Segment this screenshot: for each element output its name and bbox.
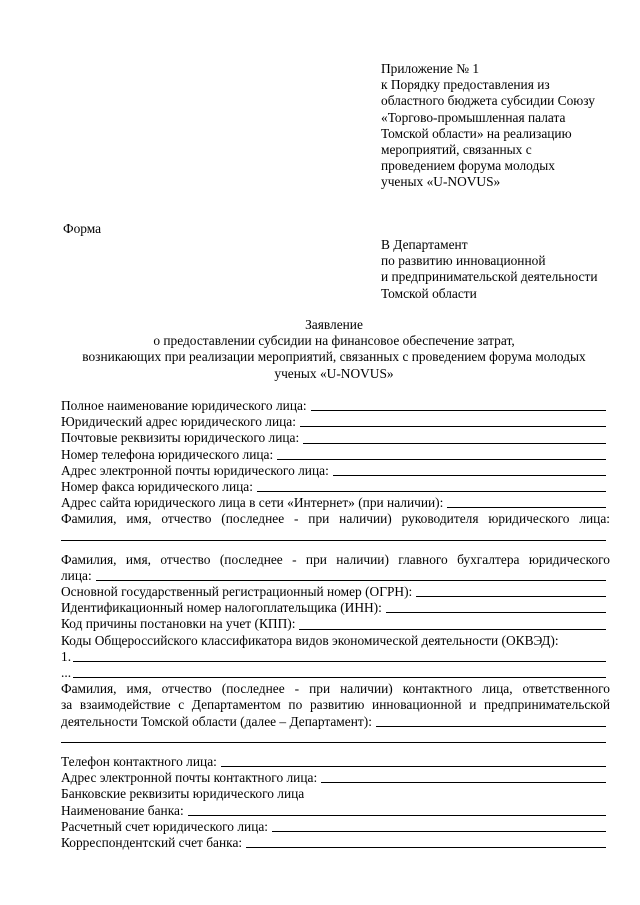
annex-line: проведением форума молодых xyxy=(381,158,555,174)
title-line: Заявление xyxy=(305,317,363,332)
field-label: Телефон контактного лица: xyxy=(61,753,217,769)
kpp-blank[interactable] xyxy=(299,628,606,630)
spacer xyxy=(61,746,610,754)
inn-blank[interactable] xyxy=(386,611,606,613)
field-label: Номер факса юридического лица: xyxy=(61,478,253,494)
document-title xyxy=(60,317,608,382)
field-website xyxy=(61,495,610,511)
field-label: Код причины постановки на учет (КПП): xyxy=(61,616,296,632)
field-label: Номер телефона юридического лица: xyxy=(61,446,274,462)
addressee-line: и предпринимательской деятельности xyxy=(381,269,598,285)
okved-item-blank[interactable] xyxy=(73,660,606,662)
form-label: Форма xyxy=(63,221,102,236)
field-accountant-label: Фамилия, имя, отчество (последнее - при наличии) главного бухгалтера юридического xyxy=(61,551,610,567)
account-blank[interactable] xyxy=(272,830,606,832)
field-head-name xyxy=(61,528,610,544)
field-phone xyxy=(61,447,610,463)
field-label: лица: xyxy=(61,567,92,583)
field-label: Адрес сайта юридического лица в сети «Интернет» (при наличии): xyxy=(61,495,444,511)
field-contact xyxy=(61,714,610,730)
field-head-name-label: Фамилия, имя, отчество (последнее - при наличии) руководителя юридического лица: xyxy=(61,511,610,527)
field-label: Полное наименование юридического лица: xyxy=(61,397,307,413)
email-blank[interactable] xyxy=(333,474,606,476)
field-legal-address xyxy=(61,414,610,430)
field-label: Идентификационный номер налогоплательщика (ИНН): xyxy=(61,600,382,616)
field-okved xyxy=(61,633,610,649)
corr-account-blank[interactable] xyxy=(246,846,606,848)
field-okved-more xyxy=(61,665,610,681)
field-bank-details xyxy=(61,786,610,802)
field-contact-label: за взаимодействие с Департаментом по развитию инновационной и предпринимательской xyxy=(61,697,610,713)
field-account xyxy=(61,819,610,835)
title-line: о предоставлении субсидии на финансовое обеспечение затрат, xyxy=(153,333,515,349)
annex-line: Томской области» на реализацию xyxy=(381,125,572,141)
field-ogrn xyxy=(61,584,610,600)
field-contact-email xyxy=(61,770,610,786)
field-label: Банковские реквизиты юридического лица xyxy=(61,786,305,802)
field-inn xyxy=(61,600,610,616)
field-contact-label: Фамилия, имя, отчество (последнее - при наличии) контактного лица, ответственного xyxy=(61,681,610,697)
field-label: Почтовые реквизиты юридического лица: xyxy=(61,430,300,446)
okved-more-blank[interactable] xyxy=(73,676,606,678)
ogrn-blank[interactable] xyxy=(416,595,606,597)
phone-blank[interactable] xyxy=(277,458,606,460)
annex-line: Приложение № 1 xyxy=(381,61,480,76)
field-label: Юридический адрес юридического лица: xyxy=(61,414,296,430)
addressee-line: В Департамент xyxy=(381,237,468,252)
field-accountant xyxy=(61,568,610,584)
accountant-blank[interactable] xyxy=(96,579,606,581)
field-bank-name xyxy=(61,803,610,819)
spacer xyxy=(61,544,610,552)
field-contact-extra xyxy=(61,730,610,746)
contact-blank[interactable] xyxy=(376,725,606,727)
contact-email-blank[interactable] xyxy=(321,781,606,783)
bank-name-blank[interactable] xyxy=(188,814,606,816)
title-line: ученых «U-NOVUS» xyxy=(274,365,394,381)
field-corr-account xyxy=(61,835,610,851)
field-label: Основной государственный регистрационный номер (ОГРН): xyxy=(61,584,413,600)
annex-line: к Порядку предоставления из xyxy=(381,77,550,93)
title-line: возникающих при реализации мероприятий, связанных с проведением форума молодых xyxy=(82,349,586,365)
annex-line: ученых «U-NOVUS» xyxy=(381,174,501,190)
fax-blank[interactable] xyxy=(257,490,606,492)
field-label: Расчетный счет юридического лица: xyxy=(61,818,269,834)
field-label: деятельности Томской области (далее – Департамент): xyxy=(61,713,372,729)
contact-extra-blank[interactable] xyxy=(61,741,606,743)
field-label: Корреспондентский счет банка: xyxy=(61,834,243,850)
field-label: Адрес электронной почты юридического лица: xyxy=(61,462,329,478)
addressee-block xyxy=(381,237,631,302)
addressee-line: по развитию инновационной xyxy=(381,253,546,269)
legal-address-blank[interactable] xyxy=(300,425,606,427)
field-full-name xyxy=(61,398,610,414)
field-label: ... xyxy=(61,665,72,681)
field-contact-phone xyxy=(61,754,610,770)
full-name-blank[interactable] xyxy=(311,409,606,411)
field-fax xyxy=(61,479,610,495)
annex-line: мероприятий, связанных с xyxy=(381,142,532,158)
field-kpp xyxy=(61,616,610,632)
field-label: Адрес электронной почты контактного лица: xyxy=(61,770,318,786)
field-label: 1. xyxy=(61,648,72,664)
addressee-line: Томской области xyxy=(381,285,477,301)
application-fields xyxy=(61,398,610,851)
field-label: Наименование банка: xyxy=(61,802,184,818)
annex-line: областного бюджета субсидии Союзу xyxy=(381,93,595,109)
annex-line: «Торгово-промышленная палата xyxy=(381,109,566,125)
postal-blank[interactable] xyxy=(303,442,606,444)
field-postal xyxy=(61,430,610,446)
contact-phone-blank[interactable] xyxy=(221,765,606,767)
annex-block xyxy=(381,61,631,191)
website-blank[interactable] xyxy=(447,506,606,508)
field-label: Коды Общероссийского классификатора видов экономической деятельности (ОКВЭД): xyxy=(61,632,559,648)
head-name-blank[interactable] xyxy=(61,539,606,541)
field-okved-item xyxy=(61,649,610,665)
field-email xyxy=(61,463,610,479)
